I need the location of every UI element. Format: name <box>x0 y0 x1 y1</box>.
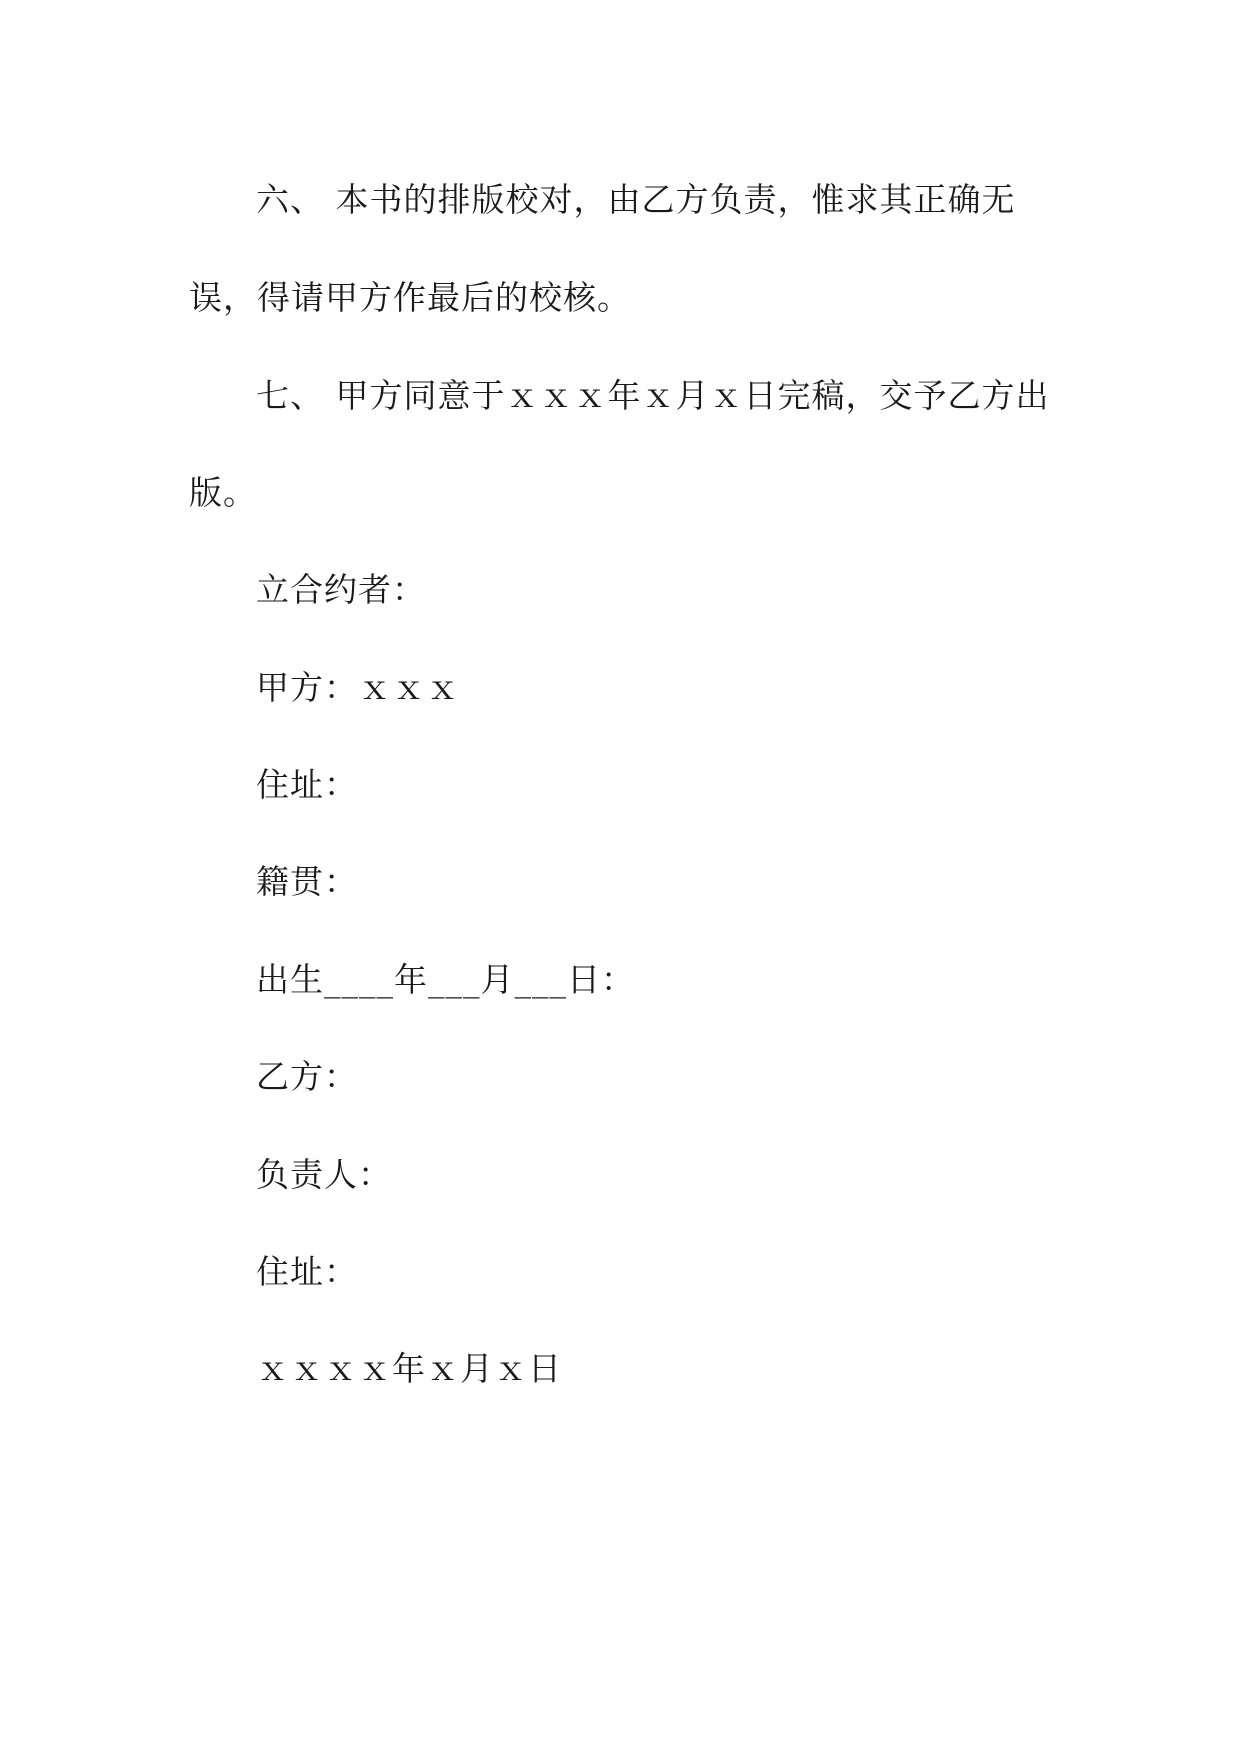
party-b-address-line: 住址： <box>256 1252 358 1291</box>
clause-six-line-1: 六、 本书的排版校对，由乙方负责，惟求其正确无 <box>256 180 1016 219</box>
party-a-address-line: 住址： <box>256 765 358 804</box>
clause-seven-line-2: 版。 <box>189 473 257 512</box>
party-a-origin-line: 籍贯： <box>256 862 358 901</box>
clause-seven-line-1: 七、 甲方同意于ｘｘｘ年ｘ月ｘ日完稿，交予乙方出 <box>256 376 1050 415</box>
party-a-line: 甲方：ｘｘｘ <box>256 668 460 707</box>
party-b-line: 乙方： <box>256 1057 358 1096</box>
clause-six-line-2: 误，得请甲方作最后的校核。 <box>189 278 631 317</box>
signing-date-line: ｘｘｘｘ年ｘ月ｘ日 <box>256 1349 562 1388</box>
signatories-heading: 立合约者： <box>256 570 426 609</box>
party-b-representative-line: 负责人： <box>256 1155 392 1194</box>
party-a-birth-line: 出生____年___月___日： <box>256 960 635 999</box>
